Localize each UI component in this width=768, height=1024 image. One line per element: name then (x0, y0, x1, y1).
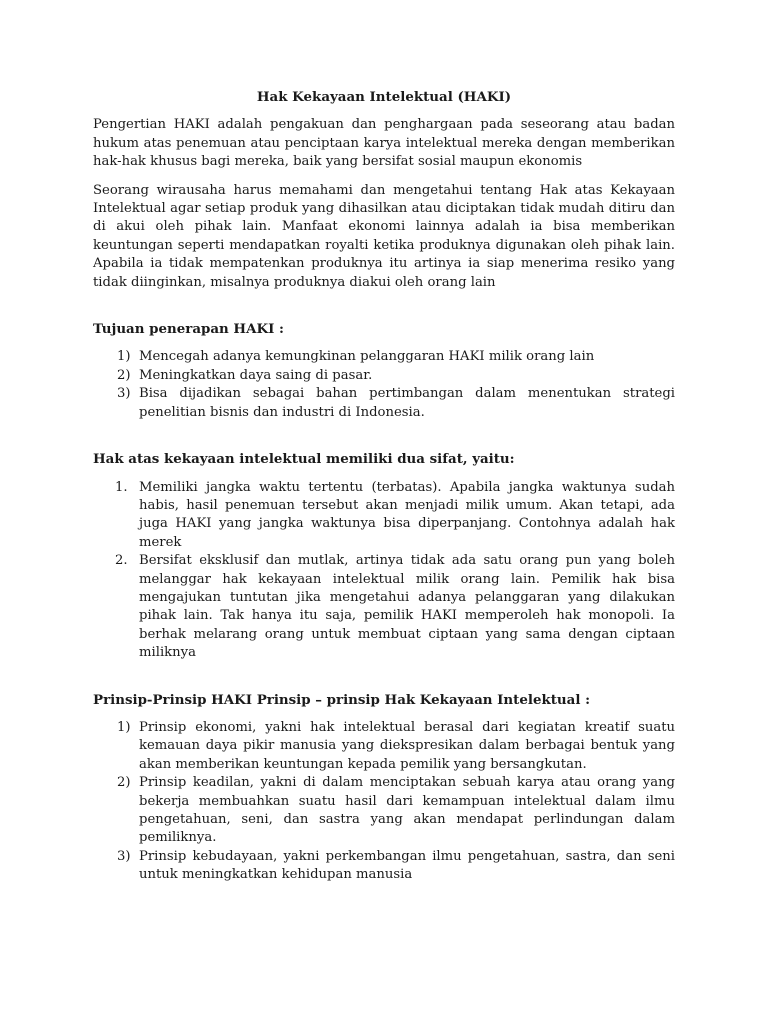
list-item (93, 385, 675, 422)
list-item-text: Meningkatkan daya saing di pasar. (139, 367, 373, 383)
list-item-text: Memiliki jangka waktu tertentu (terbatas). Apabila jangka waktunya sudah habis, hasil penemuan tersebut akan menjadi milik umum. Akan tetapi, ada juga HAKI yang jangka waktunya bisa diperpanjang. Contohnya adalah hak merek (139, 479, 675, 550)
list-item (93, 719, 675, 774)
list-item-text: Bisa dijadikan sebagai bahan pertimbangan dalam menentukan strategi penelitian bisnis dan industri di Indonesia. (139, 386, 675, 420)
sifat-list (93, 479, 675, 663)
list-marker: 2) (117, 367, 131, 383)
section-heading-sifat: Hak atas kekayaan intelektual memiliki dua sifat, yaitu: (93, 451, 515, 468)
document-page (93, 88, 675, 895)
section-heading-tujuan: Tujuan penerapan HAKI : (93, 321, 284, 338)
spacer (93, 673, 675, 691)
intro-paragraph-definition: Pengertian HAKI adalah pengakuan dan penghargaan pada seseorang atau badan hukum atas penemuan atau penciptaan karya intelektual mereka dengan memberikan hak-hak khusus bagi mereka, baik yang bersifat sosial maupun ekonomis (93, 117, 675, 170)
spacer (93, 302, 675, 320)
list-marker: 3) (117, 848, 131, 864)
list-item (93, 848, 675, 885)
list-item-text: Prinsip keadilan, yakni di dalam menciptakan sebuah karya atau orang yang bekerja membuahkan suatu hasil dari kemampuan intelektual dalam ilmu pengetahuan, seni, dan sastra yang akan mendapat perlindungan dalam pemiliknya. (139, 775, 675, 846)
document-title: Hak Kekayaan Intelektual (HAKI) (256, 89, 512, 105)
list-item (93, 348, 675, 366)
list-item (93, 552, 675, 662)
list-marker: 1) (117, 349, 131, 365)
list-item (93, 479, 675, 553)
list-item (93, 774, 675, 848)
list-marker: 2. (115, 553, 128, 569)
list-marker: 1) (117, 719, 131, 735)
tujuan-list (93, 348, 675, 422)
list-item-text: Bersifat eksklusif dan mutlak, artinya tidak ada satu orang pun yang boleh melanggar hak kekayaan intelektual milik orang lain. Pemilik hak bisa mengajukan tuntutan jika mengetahui adanya pelanggaran yang dilakukan pihak lain. Tak hanya itu saja, pemilik HAKI memperoleh hak monopoli. Ia berhak melarang orang untuk membuat ciptaan yang sama dengan ciptaan miliknya (139, 553, 675, 661)
list-item-text: Prinsip ekonomi, yakni hak intelektual berasal dari kegiatan kreatif suatu kemauan daya pikir manusia yang diekspresikan dalam berbagai bentuk yang akan memberikan keuntungan kepada pemilik yang bersangkutan. (139, 719, 675, 772)
list-marker: 1. (115, 479, 128, 495)
list-marker: 2) (117, 775, 131, 791)
section-heading-prinsip: Prinsip-Prinsip HAKI Prinsip – prinsip Hak Kekayaan Intelektual : (93, 691, 591, 708)
list-item (93, 367, 675, 385)
intro-paragraph-entrepreneur: Seorang wirausaha harus memahami dan mengetahui tentang Hak atas Kekayaan Intelektual agar setiap produk yang dihasilkan atau diciptakan tidak mudah ditiru dan di akui oleh pihak lain. Manfaat ekonomi lainnya adalah ia bisa memberikan keuntungan seperti mendapatkan royalti ketika produknya digunakan oleh pihak lain. Apabila ia tidak mempatenkan produknya itu artinya ia siap menerima resiko yang tidak diinginkan, misalnya produknya diakui oleh orang lain (93, 182, 675, 290)
list-marker: 3) (117, 386, 131, 402)
spacer (93, 432, 675, 450)
list-item-text: Mencegah adanya kemungkinan pelanggaran HAKI milik orang lain (139, 349, 595, 365)
list-item-text: Prinsip kebudayaan, yakni perkembangan ilmu pengetahuan, sastra, dan seni untuk meningkatkan kehidupan manusia (139, 848, 675, 883)
prinsip-list (93, 719, 675, 885)
